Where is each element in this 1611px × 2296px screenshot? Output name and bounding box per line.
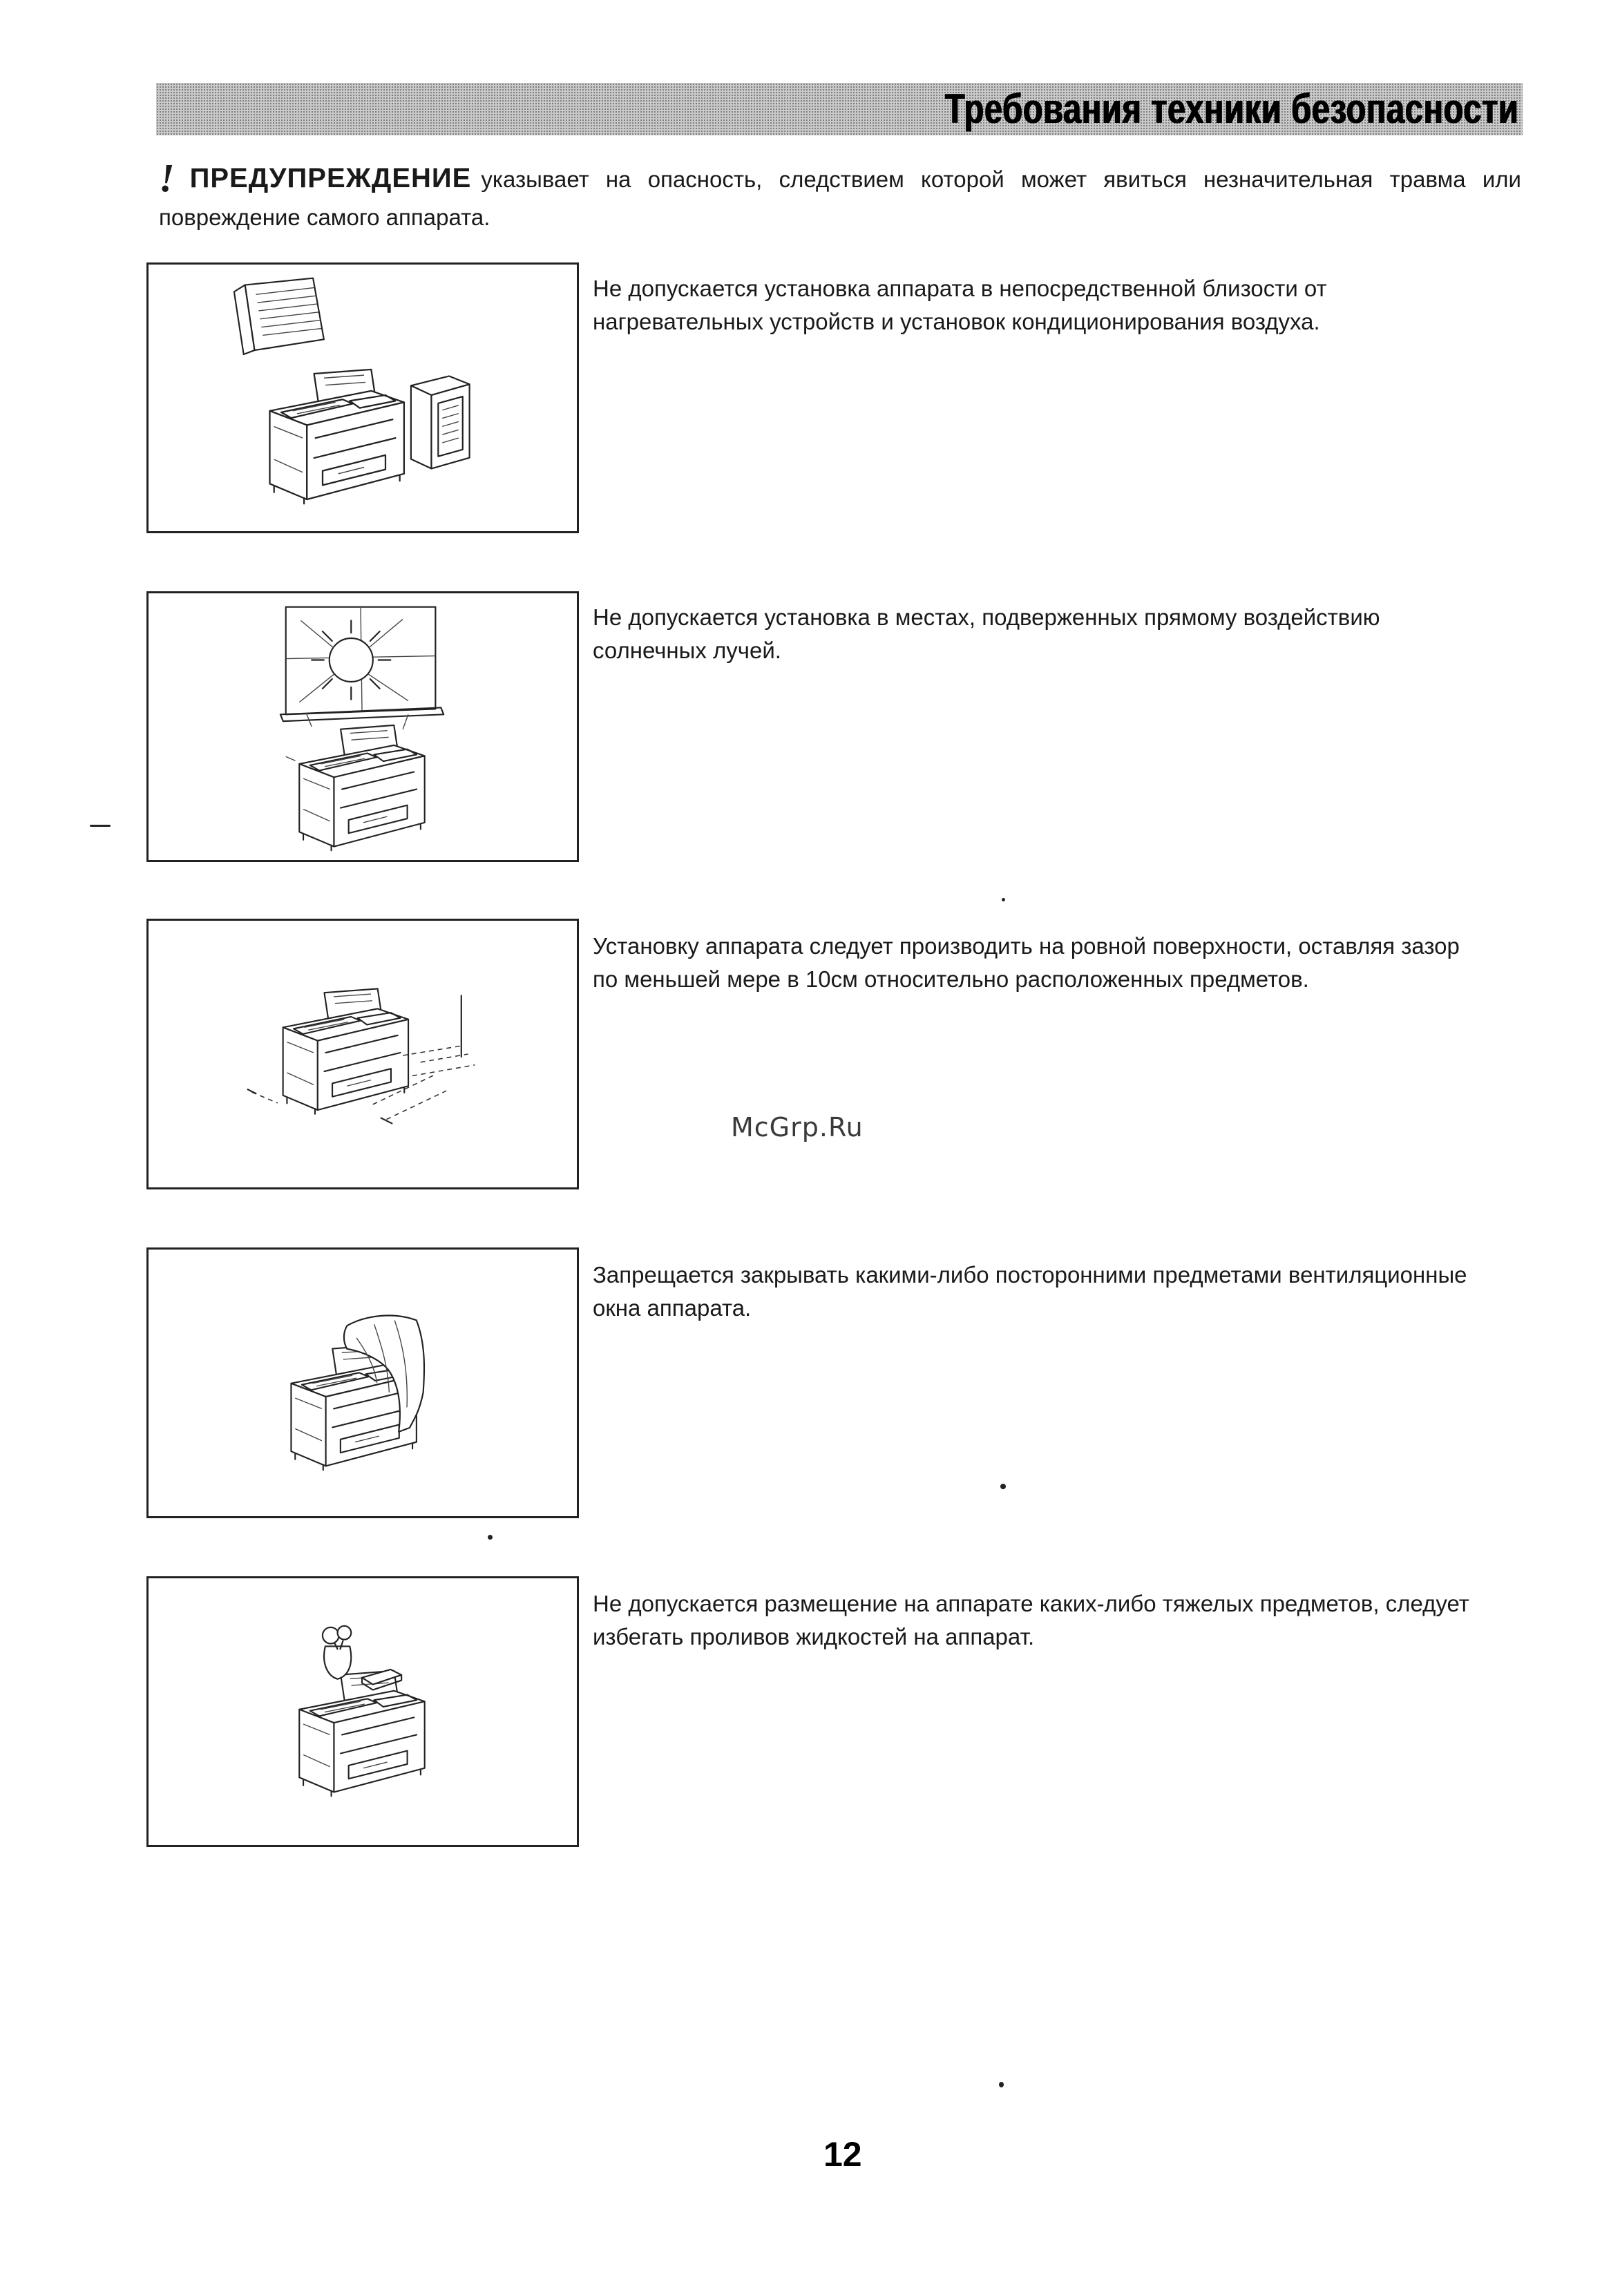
scan-speck [90,825,111,827]
warning-text: указывает на опасность, следствием которой может явиться незначительная травма или повреждение самого аппарата. [159,166,1521,230]
scan-speck [1002,898,1005,901]
page-number: 12 [823,2135,862,2174]
scan-speck [999,2082,1004,2087]
item-text-5: Не допускается размещение на аппарате каких-либо тяжелых предметов, следует избегать проливов жидкостей на аппарат. [593,1591,1469,1649]
item-illustration-3 [146,919,579,1189]
item-text-4: Запрещается закрывать какими-либо посторонними предметами вентиляционные окна аппарата. [593,1262,1467,1321]
exclamation-icon: ! [159,155,175,200]
header-title: Требования техники безопасности [944,86,1518,132]
scan-speck [488,1535,493,1540]
item-illustration-1 [146,262,579,533]
item-text-3: Установку аппарата следует производить на ровной поверхности, оставляя зазор по меньшей мере в 10см относительно расположенных предметов. [593,933,1460,992]
item-illustration-5 [146,1576,579,1847]
printer-near-heater-and-air-conditioner-icon [149,265,577,531]
item-illustration-2 [146,591,579,862]
item-text-1: Не допускается установка аппарата в непосредственной близости от нагревательных устройств и установок кондиционирования воздуха. [593,276,1327,334]
scan-speck [1000,1484,1006,1489]
printer-covered-icon [149,1250,577,1516]
header-bar [156,83,1523,135]
printer-in-sunlight-icon [149,593,577,860]
printer-clearance-icon [149,921,577,1187]
watermark: McGrp.Ru [731,1112,864,1142]
printer-with-objects-on-top-icon [149,1578,577,1845]
item-text-2: Не допускается установка в местах, подверженных прямому воздействию солнечных лучей. [593,604,1380,663]
warning-keyword: ПРЕДУПРЕЖДЕНИЕ [189,163,472,193]
item-illustration-4 [146,1247,579,1518]
warning-paragraph [159,155,1521,236]
